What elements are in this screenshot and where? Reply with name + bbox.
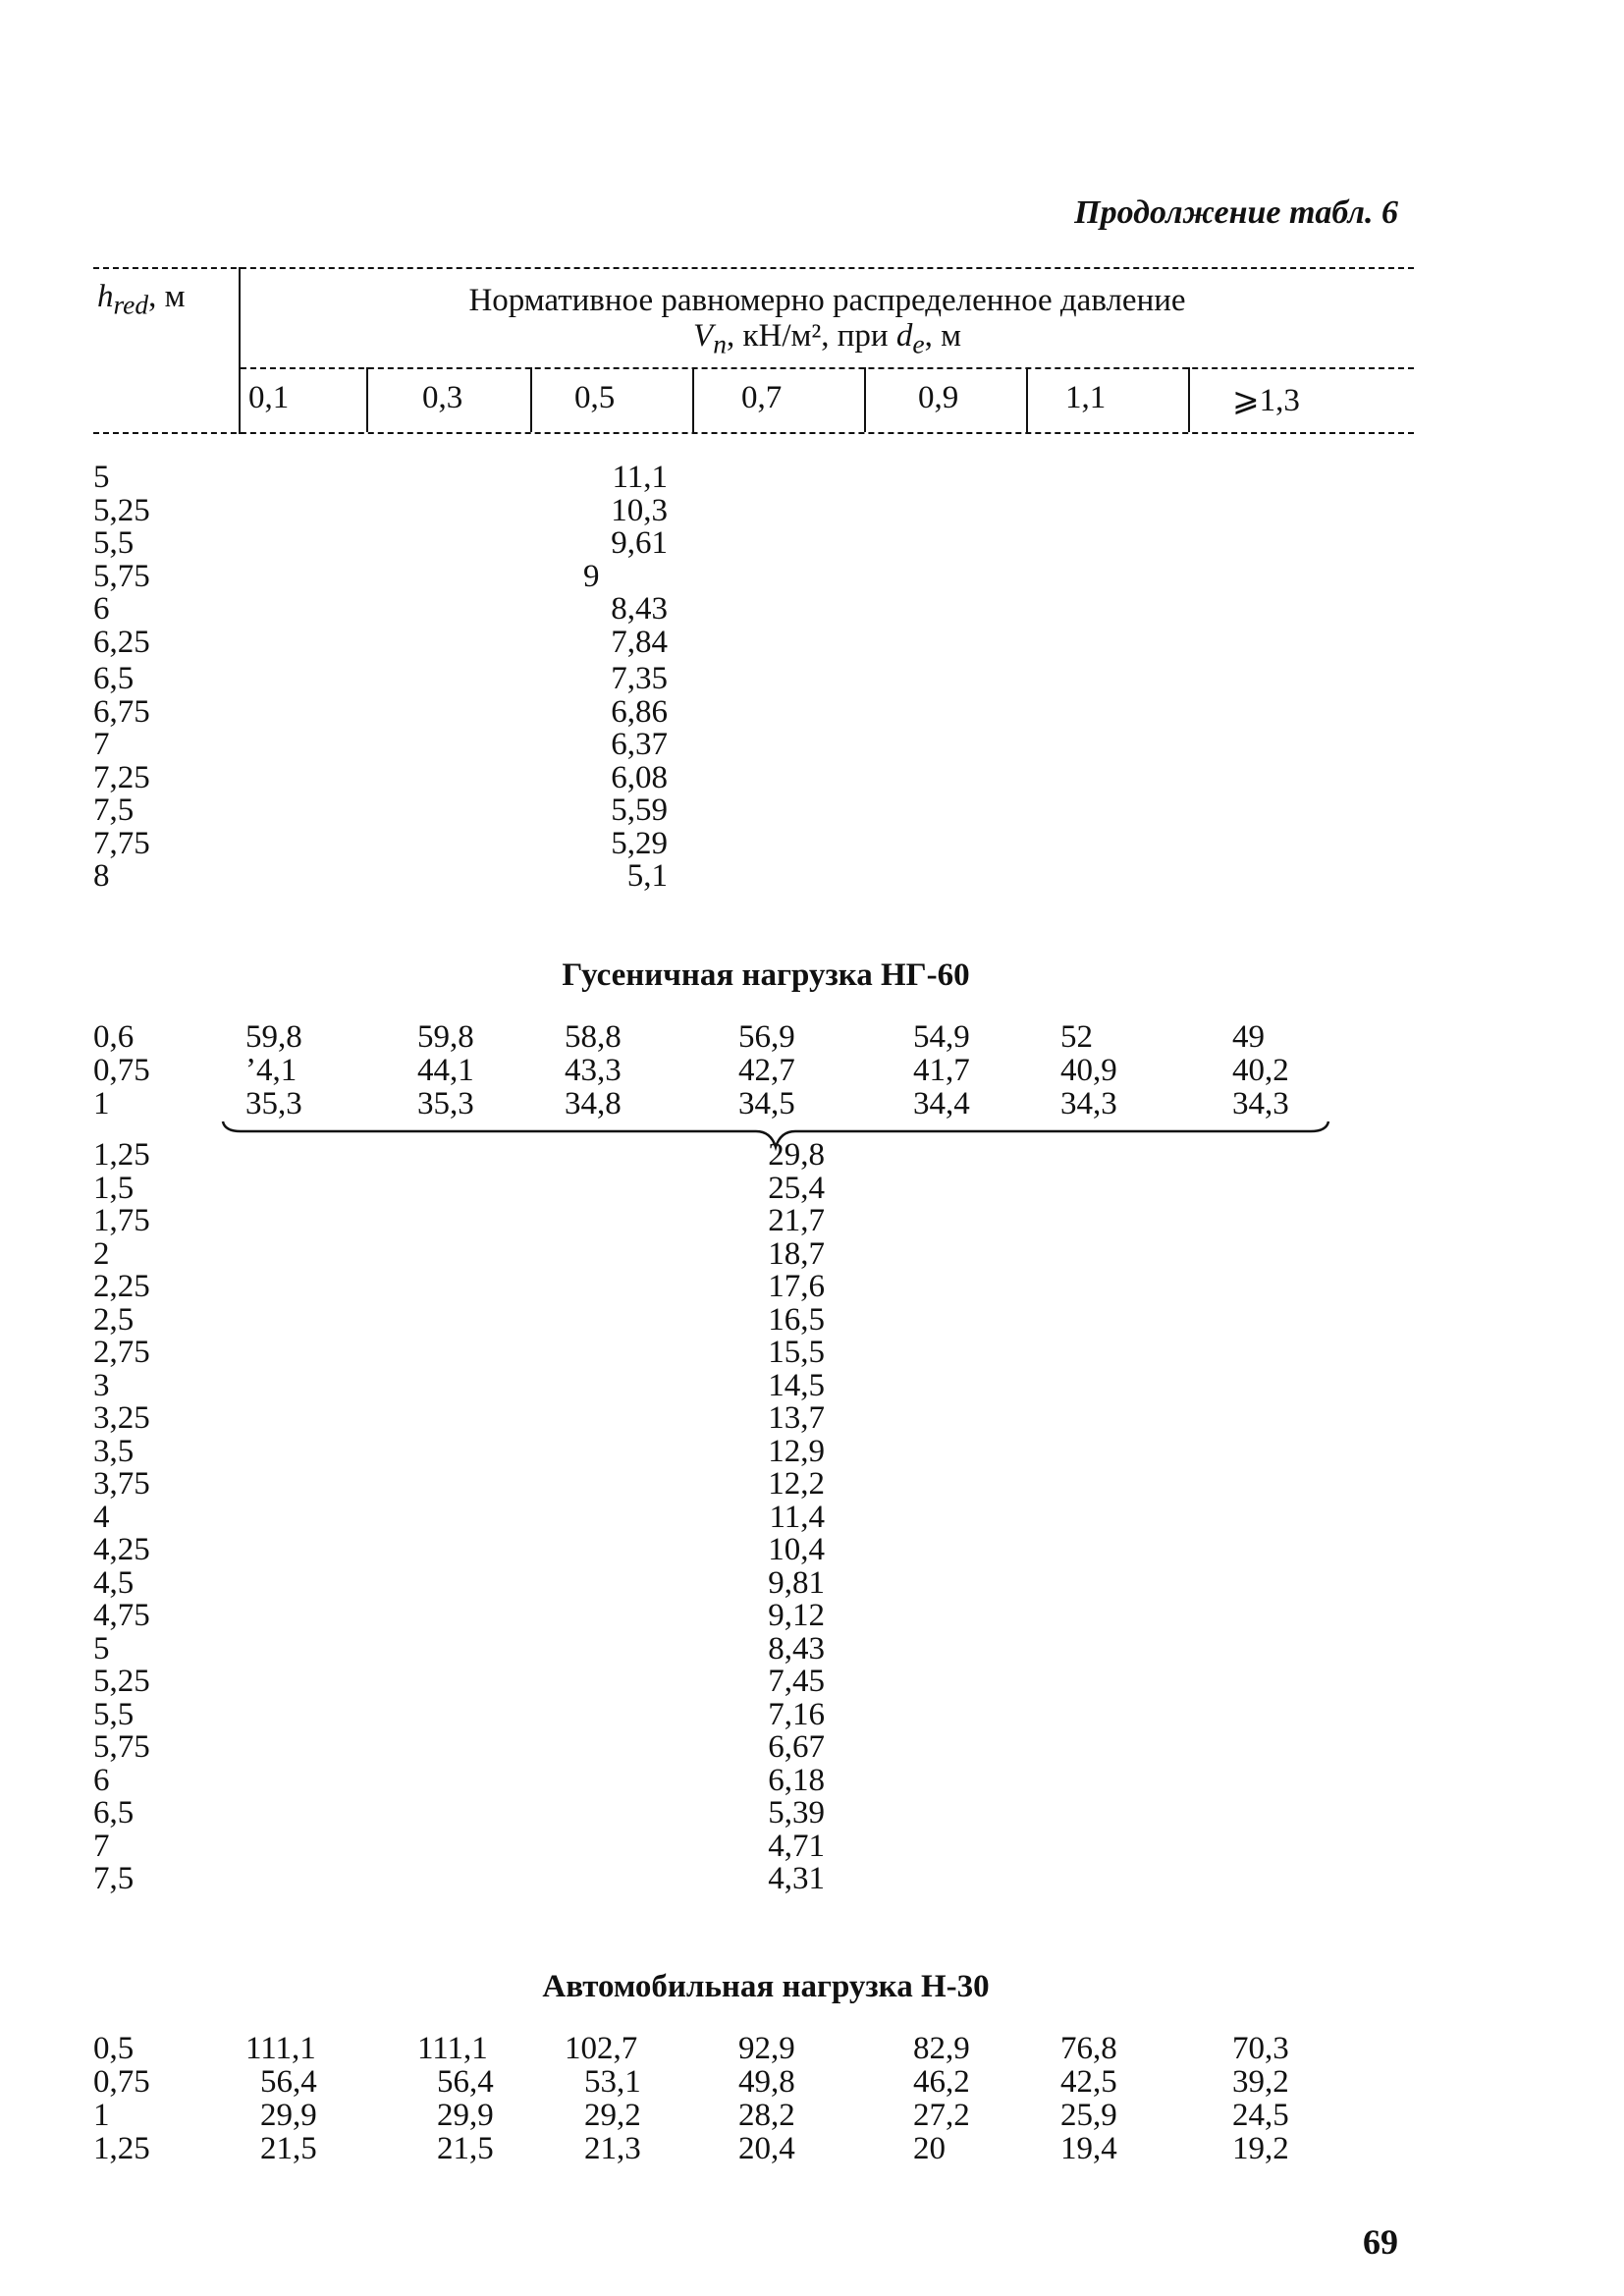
pressure-value: 34,3 [1060, 1086, 1117, 1121]
subcol-divider [530, 367, 532, 432]
pressure-value: 7,35 [611, 661, 668, 696]
pressure-value: 9,12 [768, 1598, 825, 1633]
section-title-ng60: Гусеничная нагрузка НГ-60 [562, 957, 970, 993]
pressure-value: 59,8 [245, 1019, 302, 1055]
pressure-value: 59,8 [417, 1019, 474, 1055]
hred-value: 4,25 [93, 1532, 150, 1567]
pressure-value: 49 [1232, 1019, 1265, 1055]
pressure-value: 25,4 [768, 1170, 825, 1206]
de-column-header: ⩾1,3 [1232, 383, 1300, 418]
pressure-value: 102,7 [565, 2031, 638, 2066]
hred-value: 1,75 [93, 1203, 150, 1238]
pressure-value: 13,7 [768, 1400, 825, 1436]
hred-value: 2,5 [93, 1301, 135, 1338]
pressure-value: 18,7 [768, 1235, 825, 1272]
pressure-value: 20,4 [738, 2131, 795, 2166]
table-continuation-label: Продолжение табл. 6 [1074, 194, 1398, 231]
pressure-value: 21,5 [437, 2131, 494, 2166]
pressure-value: 29,2 [584, 2098, 641, 2133]
hred-value: 7,5 [93, 1861, 135, 1896]
hred-value: 1,25 [93, 1137, 150, 1173]
pressure-value: 7,84 [611, 624, 668, 660]
table-header [93, 267, 1414, 434]
pressure-value: 29,8 [768, 1137, 825, 1173]
hred-value: 7 [93, 727, 110, 762]
table-row [0, 2066, 1624, 2100]
pressure-value: 21,5 [260, 2131, 317, 2166]
hred-value: 6,75 [93, 693, 150, 730]
pressure-value: 24,5 [1232, 2098, 1289, 2133]
pressure-value: 5,29 [611, 825, 668, 861]
page-number: 69 [1363, 2222, 1398, 2262]
pressure-value: 10,4 [768, 1532, 825, 1567]
pressure-value: 8,43 [611, 591, 668, 627]
subcol-divider [864, 367, 866, 432]
pressure-value: 111,1 [417, 2031, 488, 2066]
de-column-header: 1,1 [1065, 380, 1107, 415]
pressure-value: 9,61 [611, 525, 668, 561]
pressure-value: 21,3 [584, 2131, 641, 2166]
pressure-value: 25,9 [1060, 2098, 1117, 2133]
de-column-header: 0,5 [574, 380, 616, 415]
hred-value: 6,5 [93, 1795, 135, 1831]
pressure-value: 6,37 [611, 727, 668, 762]
pressure-value: 4,31 [768, 1861, 825, 1896]
hred-value: 3,5 [93, 1433, 135, 1469]
hred-value: 4,75 [93, 1598, 150, 1633]
hred-value: 5 [93, 460, 110, 495]
hred-value: 6 [93, 1762, 110, 1798]
pressure-value: 39,2 [1232, 2064, 1289, 2100]
hred-value: 5,25 [93, 1664, 150, 1699]
header-mid-rule [241, 367, 1414, 369]
hred-value: 2 [93, 1235, 110, 1272]
pressure-value: 16,5 [768, 1301, 825, 1338]
pressure-value: 111,1 [245, 2031, 316, 2066]
table-row [0, 1055, 1624, 1088]
hred-value: 5,5 [93, 1696, 135, 1732]
hred-value: 3,75 [93, 1466, 150, 1502]
pressure-value: 19,2 [1232, 2131, 1289, 2166]
pressure-value: 15,5 [768, 1335, 825, 1370]
pressure-value: 19,4 [1060, 2131, 1117, 2166]
hred-value: 0,5 [93, 2031, 135, 2066]
hred-value: 5,75 [93, 558, 150, 594]
hred-value: 7,75 [93, 825, 150, 861]
pressure-value: 6,08 [611, 759, 668, 795]
pressure-value: 10,3 [611, 492, 668, 528]
pressure-value: 34,3 [1232, 1086, 1289, 1121]
hred-value: 6,5 [93, 661, 135, 696]
pressure-value: 11,4 [769, 1499, 825, 1535]
hred-value: 7,25 [93, 759, 150, 795]
hred-value: 5,75 [93, 1729, 150, 1765]
header-bottom-rule [93, 432, 1414, 434]
hred-value: 0,75 [93, 1053, 150, 1088]
block2-hred-column [93, 1139, 150, 1896]
section-title-n30: Автомобильная нагрузка Н-30 [542, 1969, 990, 2004]
hred-value: 5,5 [93, 525, 135, 561]
pressure-value: 42,5 [1060, 2064, 1117, 2100]
de-column-header: 0,9 [918, 380, 959, 415]
hred-value: 5 [93, 1630, 110, 1667]
pressure-value: 82,9 [913, 2031, 970, 2066]
pressure-value: ʼ4,1 [245, 1053, 298, 1088]
pressure-value: 34,8 [565, 1086, 622, 1121]
pressure-value: 56,9 [738, 1019, 795, 1055]
hred-value: 2,75 [93, 1335, 150, 1370]
hred-value: 7 [93, 1828, 110, 1864]
subcol-divider [692, 367, 694, 432]
hred-value: 6 [93, 591, 110, 627]
pressure-value: 34,5 [738, 1086, 795, 1121]
pressure-value: 56,4 [437, 2064, 494, 2100]
pressure-value: 35,3 [417, 1086, 474, 1121]
pressure-value: 6,86 [611, 693, 668, 730]
pressure-column-header: Нормативное равномерно распределенное давление $V_n$, кН/м², при $d_e$, м [468, 283, 1186, 359]
hred-value: 7,5 [93, 793, 135, 828]
pressure-value: 14,5 [768, 1367, 825, 1403]
pressure-value: 53,1 [584, 2064, 641, 2100]
hred-value: 0,75 [93, 2064, 150, 2100]
pressure-value: 42,7 [738, 1053, 795, 1088]
pressure-value: 7,16 [768, 1696, 825, 1732]
pressure-value: 52 [1060, 1019, 1093, 1055]
subcol-divider [366, 367, 368, 432]
pressure-value: 27,2 [913, 2098, 970, 2133]
pressure-value: 41,7 [913, 1053, 970, 1088]
table-row [0, 2133, 1624, 2166]
pressure-value: 40,9 [1060, 1053, 1117, 1088]
hred-value: 8 [93, 858, 110, 894]
block1-pressure-column [569, 462, 668, 894]
pressure-value: 20 [913, 2131, 946, 2166]
table-row [0, 2100, 1624, 2133]
hred-value: 1,25 [93, 2131, 150, 2166]
table-row [0, 1088, 1624, 1121]
hred-value: 4 [93, 1499, 110, 1535]
pressure-value: 5,1 [626, 858, 668, 894]
pressure-value: 9,81 [768, 1564, 825, 1601]
block2-pressure-column [727, 1139, 825, 1896]
hred-value: 1 [93, 1086, 110, 1121]
hred-value: 2,25 [93, 1269, 150, 1304]
pressure-value: 40,2 [1232, 1053, 1289, 1088]
pressure-value: 11,1 [612, 460, 668, 495]
hred-column-header: $h_{red}$, м [97, 279, 186, 320]
subcol-divider [1188, 367, 1190, 432]
table-row [0, 2033, 1624, 2066]
pressure-value: 70,3 [1232, 2031, 1289, 2066]
pressure-value: 7,45 [768, 1664, 825, 1699]
pressure-value: 6,67 [768, 1729, 825, 1765]
hred-value: 4,5 [93, 1564, 135, 1601]
pressure-value: 28,2 [738, 2098, 795, 2133]
hred-value: 6,25 [93, 624, 150, 660]
de-column-header: 0,1 [248, 380, 290, 415]
pressure-value: 43,3 [565, 1053, 622, 1088]
pressure-value: 9 [583, 558, 600, 594]
pressure-value: 12,9 [768, 1433, 825, 1469]
de-column-header: 0,3 [422, 380, 463, 415]
pressure-value: 46,2 [913, 2064, 970, 2100]
hred-value: 5,25 [93, 492, 150, 528]
subcol-divider [1026, 367, 1028, 432]
pressure-value: 5,39 [768, 1795, 825, 1831]
pressure-value: 29,9 [437, 2098, 494, 2133]
pressure-value: 21,7 [768, 1203, 825, 1238]
pressure-value: 34,4 [913, 1086, 970, 1121]
pressure-value: 44,1 [417, 1053, 474, 1088]
pressure-value: 56,4 [260, 2064, 317, 2100]
pressure-value: 35,3 [245, 1086, 302, 1121]
pressure-value: 5,59 [611, 793, 668, 828]
hred-value: 3,25 [93, 1400, 150, 1436]
pressure-value: 12,2 [768, 1466, 825, 1502]
hred-value: 0,6 [93, 1019, 135, 1055]
table-row [0, 1021, 1624, 1055]
de-column-header: 0,7 [741, 380, 783, 415]
hred-value: 3 [93, 1367, 110, 1403]
pressure-value: 76,8 [1060, 2031, 1117, 2066]
header-top-rule [93, 267, 1414, 269]
pressure-value: 6,18 [768, 1762, 825, 1798]
pressure-value: 17,6 [768, 1269, 825, 1304]
pressure-value: 54,9 [913, 1019, 970, 1055]
pressure-value: 92,9 [738, 2031, 795, 2066]
hred-value: 1,5 [93, 1170, 135, 1206]
pressure-value: 29,9 [260, 2098, 317, 2133]
block1-hred-column [93, 462, 150, 894]
pressure-value: 58,8 [565, 1019, 622, 1055]
pressure-value: 8,43 [768, 1630, 825, 1667]
hred-value: 1 [93, 2098, 110, 2133]
pressure-value: 49,8 [738, 2064, 795, 2100]
pressure-value: 4,71 [768, 1828, 825, 1864]
